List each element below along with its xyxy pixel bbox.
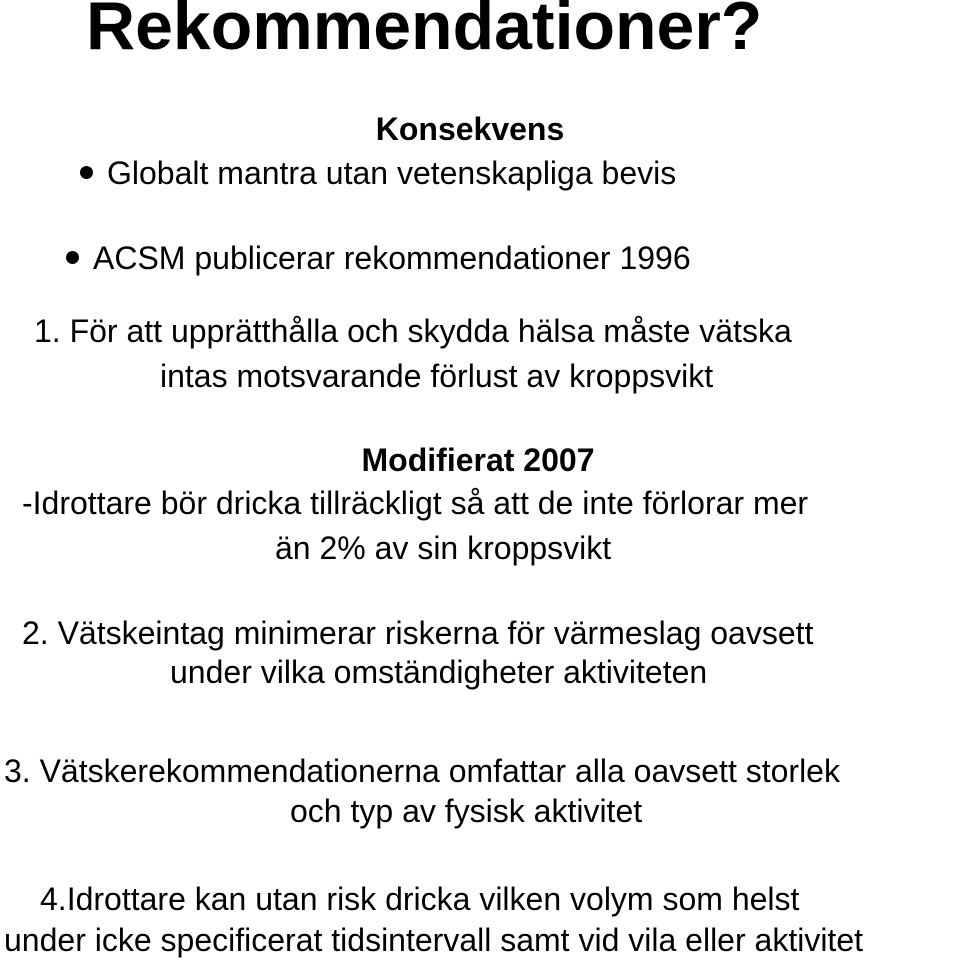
section-heading-konsekvens: Konsekvens xyxy=(375,111,565,147)
list-item-2-line2: under vilka omständigheter aktiviteten xyxy=(170,654,708,690)
list-item-2-line1: 2. Vätskeintag minimerar riskerna för värmeslag oavsett xyxy=(22,615,814,651)
list-item-1-line1: 1. För att upprätthålla och skydda hälsa måste vätska xyxy=(34,313,792,349)
list-item-1-line2: intas motsvarande förlust av kroppsvikt xyxy=(160,358,714,394)
modified-line1: -Idrottare bör dricka tillräckligt så att de inte förlorar mer xyxy=(22,485,809,521)
bullet-icon xyxy=(66,251,79,264)
page-title: Rekommendationer? xyxy=(86,0,763,64)
list-item-4-line2: under icke specificerat tidsintervall samt vid vila eller aktivitet xyxy=(4,922,863,958)
list-item-3-line1: 3. Vätskerekommendationerna omfattar alla oavsett storlek xyxy=(4,753,840,789)
bullet-icon xyxy=(80,166,93,179)
section-heading-modifierat: Modifierat 2007 xyxy=(361,442,595,478)
bullet-item xyxy=(66,242,691,274)
modified-line2: än 2% av sin kroppsvikt xyxy=(275,530,612,566)
bullet-text: ACSM publicerar rekommendationer 1996 xyxy=(93,240,691,276)
list-item-4-line1: 4.Idrottare kan utan risk dricka vilken volym som helst xyxy=(40,881,800,917)
list-item-3-line2: och typ av fysisk aktivitet xyxy=(290,793,643,829)
bullet-text: Globalt mantra utan vetenskapliga bevis xyxy=(107,155,677,191)
bullet-item xyxy=(80,157,676,189)
